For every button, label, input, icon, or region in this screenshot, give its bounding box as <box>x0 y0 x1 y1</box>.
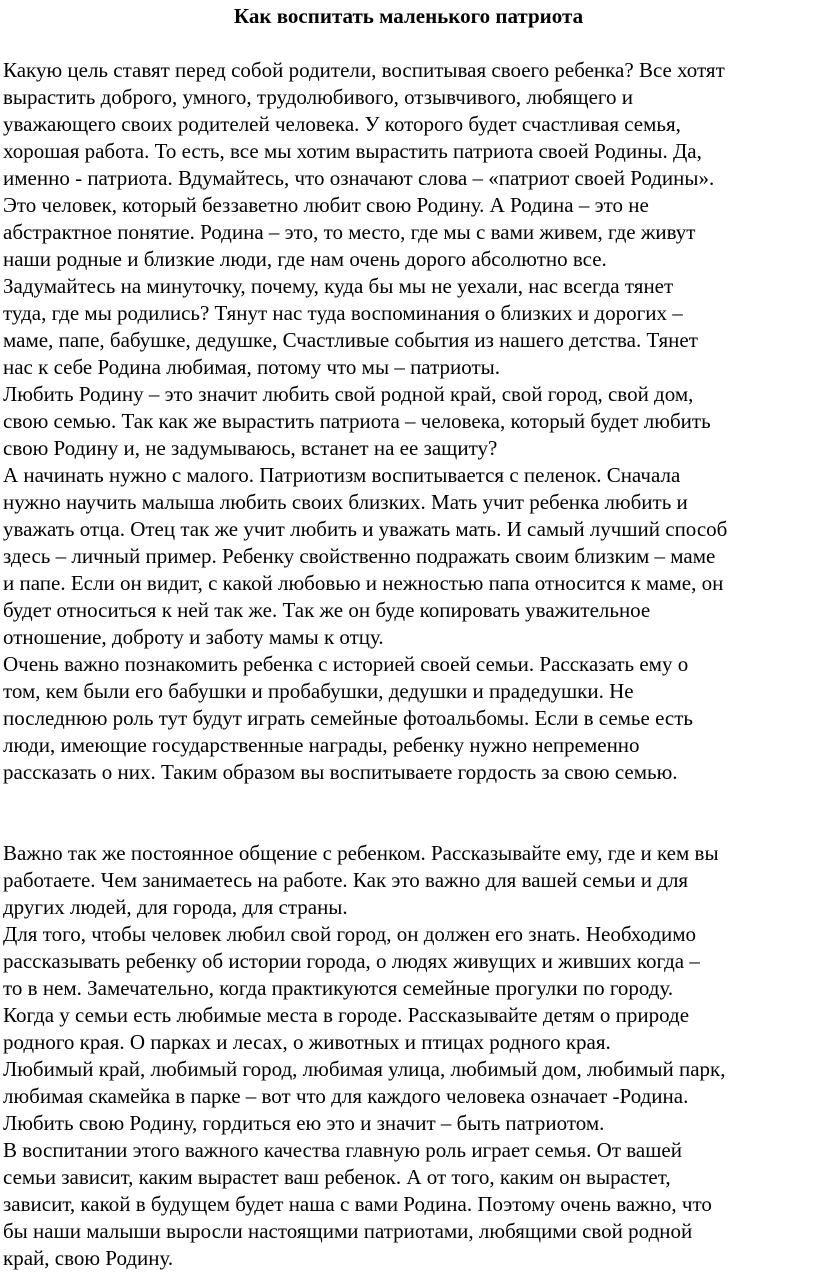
text-line: Задумайтесь на минуточку, почему, куда бы мы не уехали, нас всегда тянет <box>3 274 674 298</box>
text-line: туда, где мы родились? Тянут нас туда воспоминания о близких и дорогих – <box>3 301 683 325</box>
text-line: рассказывать ребенку об истории города, о людях живущих и живших когда – <box>3 949 700 973</box>
section-before-gap <box>3 57 814 786</box>
text-line: наши родные и близкие люди, где нам очень дорого абсолютно все. <box>3 247 607 271</box>
paragraph-gap <box>3 786 814 840</box>
paragraph-know-city <box>3 921 814 1056</box>
text-line: отношение, доброту и заботу мамы к отцу. <box>3 625 384 649</box>
text-line: люди, имеющие государственные награды, ребенку нужно непременно <box>3 733 640 757</box>
text-line: нас к себе Родина любимая, потому что мы – патриоты. <box>3 355 501 379</box>
paragraph-communication <box>3 840 814 921</box>
paragraph-start-small <box>3 462 814 651</box>
text-line: Это человек, который беззаветно любит свою Родину. А Родина – это не <box>3 193 649 217</box>
text-line: работаете. Чем занимаетесь на работе. Как это важно для вашей семьи и для <box>3 868 689 892</box>
text-line: том, кем были его бабушки и пробабушки, дедушки и прадедушки. Не <box>3 679 634 703</box>
text-line: Очень важно познакомить ребенка с историей своей семьи. Рассказать ему о <box>3 652 689 676</box>
text-line: свою семью. Так как же вырастить патриота – человека, который будет любить <box>3 409 711 433</box>
paragraph-family-role <box>3 1137 814 1272</box>
text-line: семьи зависит, каким вырастет ваш ребенок. А от того, каким он вырастет, <box>3 1165 671 1189</box>
text-line: зависит, какой в будущем будет наша с вами Родина. Поэтому очень важно, что <box>3 1192 712 1216</box>
text-line: хорошая работа. То есть, все мы хотим вырастить патриота своей Родины. Да, <box>3 139 702 163</box>
text-line: последнюю роль тут будут играть семейные фотоальбомы. Если в семье есть <box>3 706 693 730</box>
text-line: Для того, чтобы человек любил свой город, он должен его знать. Необходимо <box>3 922 697 946</box>
paragraph-family-history <box>3 651 814 786</box>
paragraph-intro <box>3 57 814 381</box>
text-line: А начинать нужно с малого. Патриотизм воспитывается с пеленок. Сначала <box>3 463 681 487</box>
text-line: Любить свою Родину, гордиться ею это и значит – быть патриотом. <box>3 1111 605 1135</box>
text-line: бы наши малыши выросли настоящими патриотами, любящими свой родной <box>3 1219 693 1243</box>
section-after-gap <box>3 840 814 1272</box>
text-line: свою Родину и, не задумываюсь, встанет на ее защиту? <box>3 436 498 460</box>
text-line: Какую цель ставят перед собой родители, воспитывая своего ребенка? Все хотят <box>3 58 725 82</box>
document-title: Как воспитать маленького патриота <box>233 4 584 28</box>
text-line: именно - патриота. Вдумайтесь, что означают слова – «патриот своей Родины». <box>3 166 715 190</box>
text-line: уважать отца. Отец так же учит любить и уважать мать. И самый лучший способ <box>3 517 728 541</box>
paragraph-beloved-places <box>3 1056 814 1137</box>
text-line: Важно так же постоянное общение с ребенком. Рассказывайте ему, где и кем вы <box>3 841 719 865</box>
text-line: и папе. Если он видит, с какой любовью и нежностью папа относится к маме, он <box>3 571 724 595</box>
text-line: вырастить доброго, умного, трудолюбивого, отзывчивого, любящего и <box>3 85 633 109</box>
text-line: В воспитании этого важного качества главную роль играет семья. От вашей <box>3 1138 682 1162</box>
text-line: маме, папе, бабушке, дедушке, Счастливые события из нашего детства. Тянет <box>3 328 698 352</box>
text-line: Любимый край, любимый город, любимая улица, любимый дом, любимый парк, <box>3 1057 726 1081</box>
text-line: край, свою Родину. <box>3 1246 174 1270</box>
paragraph-love-homeland <box>3 381 814 462</box>
text-line: будет относиться к ней так же. Так же он буде копировать уважительное <box>3 598 651 622</box>
text-line: любимая скамейка в парке – вот что для каждого человека означает -Родина. <box>3 1084 689 1108</box>
text-line: то в нем. Замечательно, когда практикуются семейные прогулки по городу. <box>3 976 674 1000</box>
text-line: абстрактное понятие. Родина – это, то место, где мы с вами живем, где живут <box>3 220 696 244</box>
text-line: родного края. О парках и лесах, о животных и птицах родного края. <box>3 1030 611 1054</box>
text-line: Когда у семьи есть любимые места в городе. Рассказывайте детям о природе <box>3 1003 690 1027</box>
text-line: рассказать о них. Таким образом вы воспитываете гордость за свою семью. <box>3 760 678 784</box>
text-line: других людей, для города, для страны. <box>3 895 348 919</box>
text-line: здесь – личный пример. Ребенку свойственно подражать своим близким – маме <box>3 544 716 568</box>
text-line: Любить Родину – это значит любить свой родной край, свой город, свой дом, <box>3 382 694 406</box>
text-line: нужно научить малыша любить своих близких. Мать учит ребенка любить и <box>3 490 688 514</box>
text-line: уважающего своих родителей человека. У которого будет счастливая семья, <box>3 112 681 136</box>
title-spacer <box>3 29 814 57</box>
